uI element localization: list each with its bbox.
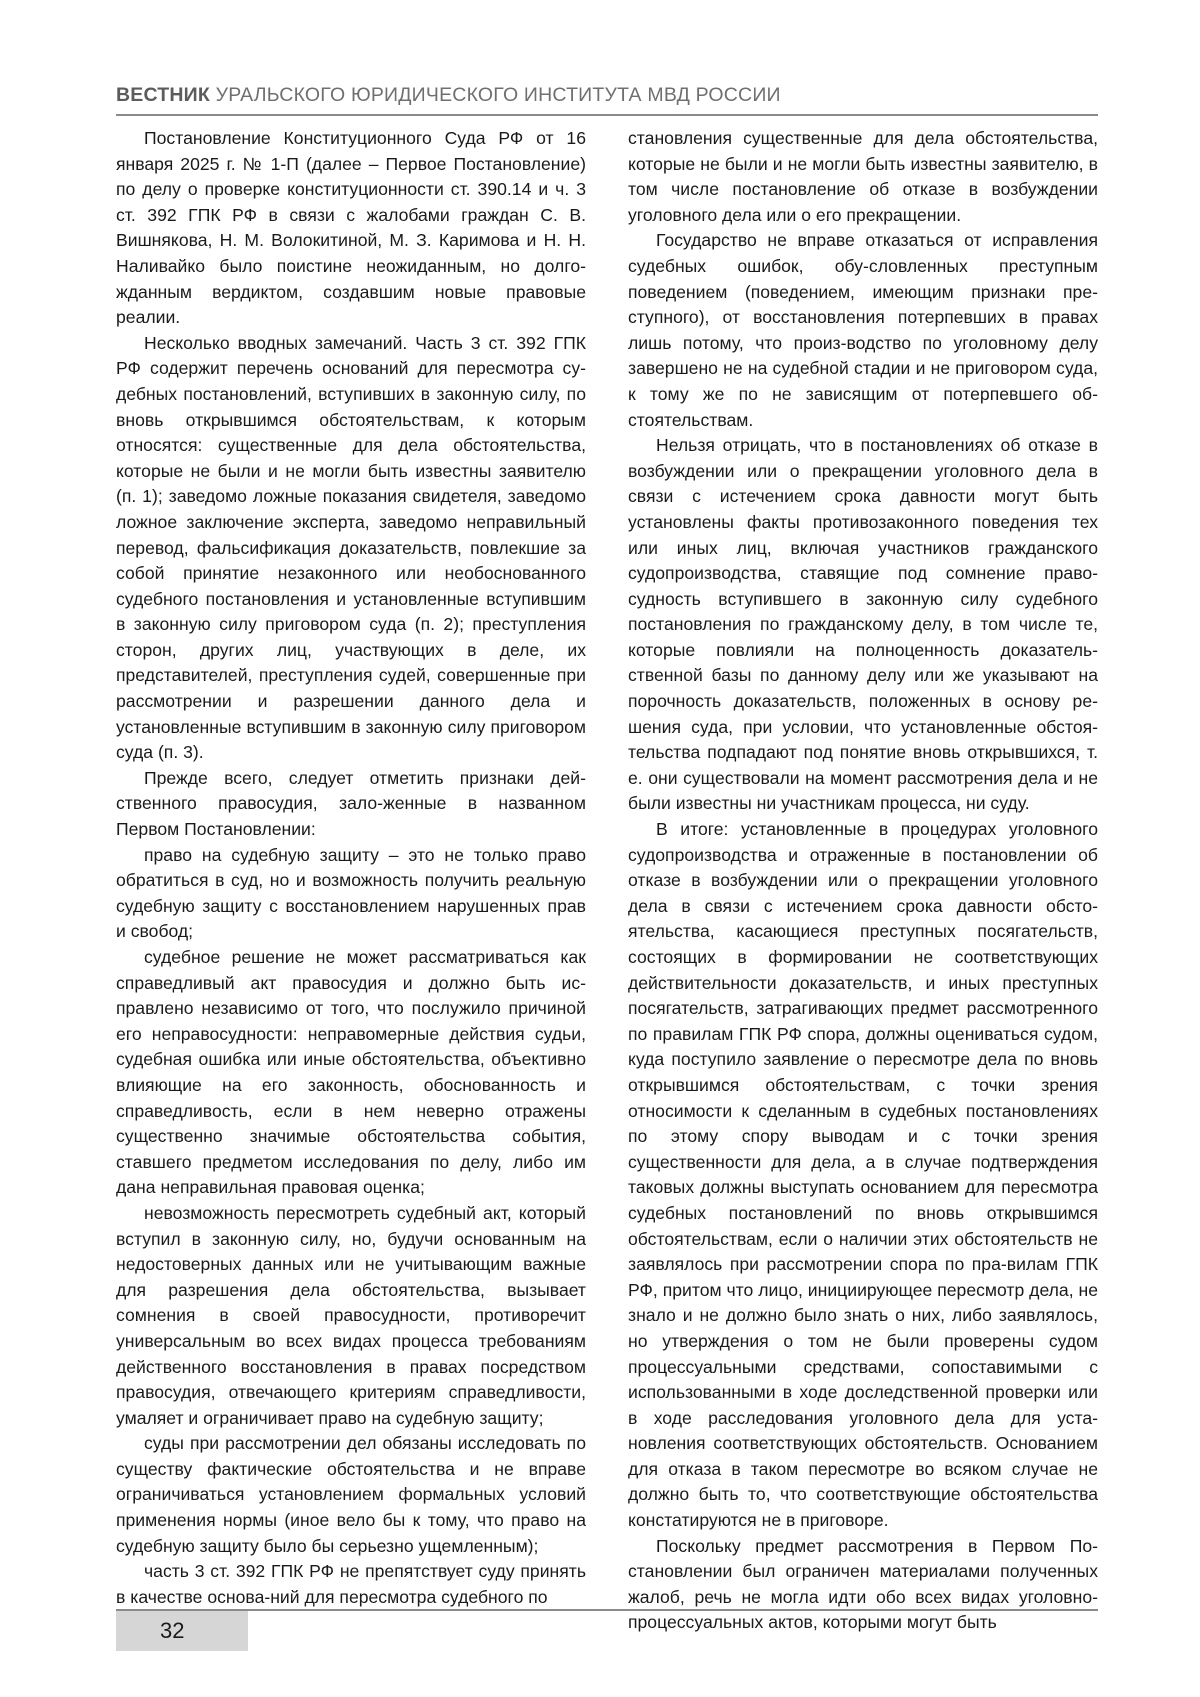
list-paragraph: невозможность пересмотреть судебный акт, который вступил в законную силу, но, будучи основанным на недостоверных данных или не учитывающим важные для разрешения дела обстоятельства, вызывает сомнения в своей правосудности, противоречит универсальным во всех видах процесса требованиям действенного восстановления в правах посредством правосудия, отвечающего критериям справедливости, умаляет и ограничивает право на судебную защиту;	[116, 1202, 586, 1428]
paragraph: Прежде всего, следует отметить признаки действенного правосудия, зало-женные в названном Первом Постановлении:	[116, 767, 586, 840]
list-paragraph: судебное решение не может рассматриваться как справедливый акт правосудия и должно быть исправлено независимо от того, что послужило причиной его неправосудности: неправомерные действия судьи, судебная ошибка или иные обстоятельства, объективно влияющие на его законность, обоснованность и справедливость, если в нем неверно отражены существенно значимые обстоятельства события, ставшего предметом исследования по делу, либо им дана неправильная правовая оценка;	[116, 947, 586, 1198]
journal-header	[116, 84, 1098, 112]
paragraph-continuation: становления существенные для дела обстоятельства, которые не были и не могли быть известны заявителю, в том числе постановление об отказе в возбуждении уголовного дела или о его прекращении.	[628, 128, 1098, 225]
paragraph: Государство не вправе отказаться от исправления судебных ошибок, обу-словленных преступным поведением (поведением, имеющим признаки преступного), от восстановления потерпевших в правах лишь потому, что произ-водство по уголовному делу завершено не на судебной стадии и не приговором суда, к тому же по не зависящим от потерпевшего обстоятельствам.	[628, 230, 1098, 430]
list-paragraph: суды при рассмотрении дел обязаны исследовать по существу фактические обстоятельства и не вправе ограничиваться установлением формальных условий применения нормы (иное вело бы к тому, что право на судебную защиту было бы серьезно ущемленным);	[116, 1433, 586, 1556]
journal-title-rest: УРАЛЬСКОГО ЮРИДИЧЕСКОГО ИНСТИТУТА МВД РОССИИ	[210, 84, 781, 106]
paragraph: Постановление Конституционного Суда РФ от 16 января 2025 г. № 1-П (далее – Первое Постановление) по делу о проверке конституционности ст. 390.14 и ч. 3 ст. 392 ГПК РФ в связи с жалобами граждан С. В. Вишнякова, Н. М. Волокитиной, М. З. Каримова и Н. Н. Наливайко было поистине неожиданным, но долгожданным вердиктом, создавшим новые правовые реалии.	[116, 128, 586, 328]
paragraph: Нельзя отрицать, что в постановлениях об отказе в возбуждении или о прекращении уголовного дела в связи с истечением срока давности могут быть установлены факты противозаконного поведения тех или иных лиц, включая участников гражданского судопроизводства, ставящие под сомнение правосудность вступившего в законную силу судебного постановления по гражданскому делу, в том числе те, которые повлияли на полноценность доказательственной базы по данному делу или же указывают на порочность доказательств, положенных в основу решения суда, при условии, что установленные обстоятельства подпадают под понятие вновь открывшихся, т. е. они существовали на момент рассмотрения дела и не были известны ни участникам процесса, ни суду.	[628, 435, 1098, 814]
right-column	[628, 126, 1098, 1636]
left-column	[116, 126, 586, 1610]
paragraph: В итоге: установленные в процедурах уголовного судопроизводства и отраженные в постановлении об отказе в возбуждении или о прекращении уголовного дела в связи с истечением срока давности обстоятельства, касающиеся преступных посягательств, состоящих в формировании не соответствующих действительности доказательств, и иных преступных посягательств, затрагивающих предмет рассмотренного по правилам ГПК РФ спора, должны оцениваться судом, куда поступило заявление о пересмотре дела по вновь открывшимся обстоятельствам, с точки зрения относимости к сделанным в судебных постановлениях по этому спору выводам и с точки зрения существенности для дела, а в случае подтверждения таковых должны выступать основанием для пересмотра судебных постановлений по вновь открывшимся обстоятельствам, если о наличии этих обстоятельств не заявлялось при рассмотрении спора по пра-вилам ГПК РФ, притом что лицо, инициирующее пересмотр дела, не знало и не должно было знать о них, либо заявлялось, но утверждения о том не были проверены судом процессуальными средствами, сопоставимыми с использованными в ходе доследственной проверки или в ходе расследования уголовного дела для установления соответствующих обстоятельств. Основанием для отказа в таком пересмотре во всяком случае не должно быть то, что соответствующие обстоятельства констатируются не в приговоре.	[628, 819, 1098, 1531]
header-divider	[116, 114, 1098, 116]
list-paragraph: часть 3 ст. 392 ГПК РФ не препятствует суду принять в качестве основа-ний для пересмотра судебного по	[116, 1561, 586, 1607]
list-paragraph: право на судебную защиту – это не только право обратиться в суд, но и возможность получить реальную судебную защиту с восстановлением нарушенных прав и свобод;	[116, 844, 586, 942]
paragraph: Поскольку предмет рассмотрения в Первом Постановлении был ограничен материалами полученных жалоб, речь не могла идти обо всех видах уголовно-процессуальных актов, которыми могут быть	[628, 1535, 1098, 1633]
journal-title-bold: ВЕСТНИК	[116, 84, 210, 106]
paragraph: Несколько вводных замечаний. Часть 3 ст. 392 ГПК РФ содержит перечень оснований для пересмотра судебных постановлений, вступивших в законную силу, по вновь открывшимся обстоятельствам, к которым относятся: существенные для дела обстоятельства, которые не были и не могли быть известны заявителю (п. 1); заведомо ложные показания свидетеля, заведомо ложное заключение эксперта, заведомо неправильный перевод, фальсификация доказательств, повлекшие за собой принятие незаконного или необоснованного судебного постановления и установленные вступившим в законную силу приговором суда (п. 2); преступления сторон, других лиц, участвующих в деле, их представителей, преступления судей, совершенные при рассмотрении и разрешении данного дела и установленные вступившим в законную силу приговором суда (п. 3).	[116, 332, 586, 763]
page-number: 32	[160, 1618, 185, 1643]
footer-divider	[116, 1609, 1098, 1611]
